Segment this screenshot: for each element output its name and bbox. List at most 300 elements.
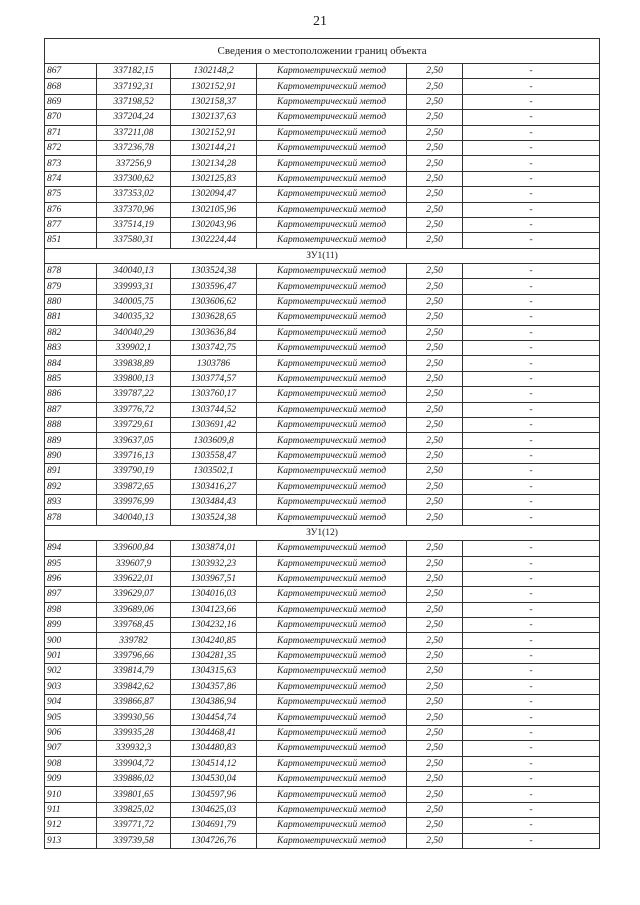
note-cell: -: [463, 618, 600, 633]
point-number-cell: 871: [45, 125, 97, 140]
accuracy-cell: 2,50: [407, 217, 463, 232]
table-row: [45, 417, 600, 432]
method-cell: Картометрический метод: [257, 741, 407, 756]
accuracy-cell: 2,50: [407, 464, 463, 479]
coord-x-cell: 339800,13: [97, 371, 171, 386]
point-number-cell: 894: [45, 541, 97, 556]
table-row: [45, 725, 600, 740]
coord-y-cell: 1303874,01: [171, 541, 257, 556]
note-cell: -: [463, 679, 600, 694]
accuracy-cell: 2,50: [407, 325, 463, 340]
coord-x-cell: 339814,79: [97, 664, 171, 679]
coord-x-cell: 339771,72: [97, 818, 171, 833]
note-cell: -: [463, 756, 600, 771]
point-number-cell: 887: [45, 402, 97, 417]
coord-x-cell: 339787,22: [97, 387, 171, 402]
method-cell: Картометрический метод: [257, 833, 407, 848]
method-cell: Картометрический метод: [257, 125, 407, 140]
point-number-cell: 883: [45, 341, 97, 356]
point-number-cell: 904: [45, 695, 97, 710]
table-row: [45, 402, 600, 417]
point-number-cell: 879: [45, 279, 97, 294]
table-row: [45, 264, 600, 279]
coord-y-cell: 1302043,96: [171, 217, 257, 232]
coord-x-cell: 339782: [97, 633, 171, 648]
table-row: [45, 433, 600, 448]
accuracy-cell: 2,50: [407, 402, 463, 417]
page-number: 21: [313, 14, 327, 29]
point-number-cell: 875: [45, 187, 97, 202]
note-cell: -: [463, 233, 600, 248]
table-row: [45, 833, 600, 848]
coord-x-cell: 339622,01: [97, 571, 171, 586]
note-cell: -: [463, 79, 600, 94]
table-title-row: [45, 39, 600, 64]
coord-x-cell: 339801,65: [97, 787, 171, 802]
accuracy-cell: 2,50: [407, 710, 463, 725]
point-number-cell: 903: [45, 679, 97, 694]
coord-y-cell: 1304240,85: [171, 633, 257, 648]
method-cell: Картометрический метод: [257, 494, 407, 509]
point-number-cell: 878: [45, 264, 97, 279]
point-number-cell: 896: [45, 571, 97, 586]
point-number-cell: 900: [45, 633, 97, 648]
table-row: [45, 279, 600, 294]
method-cell: Картометрический метод: [257, 771, 407, 786]
coord-x-cell: 337198,52: [97, 94, 171, 109]
coord-x-cell: 339902,1: [97, 341, 171, 356]
note-cell: -: [463, 510, 600, 525]
accuracy-cell: 2,50: [407, 771, 463, 786]
note-cell: -: [463, 140, 600, 155]
table-row: [45, 494, 600, 509]
coord-y-cell: 1303558,47: [171, 448, 257, 463]
coord-y-cell: 1304514,12: [171, 756, 257, 771]
coord-x-cell: 339790,19: [97, 464, 171, 479]
method-cell: Картометрический метод: [257, 618, 407, 633]
coord-y-cell: 1302105,96: [171, 202, 257, 217]
method-cell: Картометрический метод: [257, 602, 407, 617]
coord-y-cell: 1302144,21: [171, 140, 257, 155]
point-number-cell: 899: [45, 618, 97, 633]
note-cell: -: [463, 433, 600, 448]
point-number-cell: 889: [45, 433, 97, 448]
table-row: [45, 125, 600, 140]
coord-y-cell: 1302094,47: [171, 187, 257, 202]
accuracy-cell: 2,50: [407, 556, 463, 571]
table-row: [45, 787, 600, 802]
note-cell: -: [463, 387, 600, 402]
coord-y-cell: 1304454,74: [171, 710, 257, 725]
coord-x-cell: 339629,07: [97, 587, 171, 602]
note-cell: -: [463, 571, 600, 586]
table-row: [45, 633, 600, 648]
coord-y-cell: 1303484,43: [171, 494, 257, 509]
accuracy-cell: 2,50: [407, 587, 463, 602]
coord-x-cell: 339796,66: [97, 648, 171, 663]
coord-y-cell: 1302137,63: [171, 110, 257, 125]
point-number-cell: 909: [45, 771, 97, 786]
point-number-cell: 886: [45, 387, 97, 402]
coord-y-cell: 1303628,65: [171, 310, 257, 325]
note-cell: -: [463, 448, 600, 463]
coord-y-cell: 1303744,52: [171, 402, 257, 417]
method-cell: Картометрический метод: [257, 233, 407, 248]
point-number-cell: 885: [45, 371, 97, 386]
accuracy-cell: 2,50: [407, 833, 463, 848]
note-cell: -: [463, 648, 600, 663]
accuracy-cell: 2,50: [407, 618, 463, 633]
method-cell: Картометрический метод: [257, 341, 407, 356]
coord-x-cell: 337256,9: [97, 156, 171, 171]
coord-x-cell: 339904,72: [97, 756, 171, 771]
point-number-cell: 893: [45, 494, 97, 509]
accuracy-cell: 2,50: [407, 802, 463, 817]
coord-x-cell: 339825,02: [97, 802, 171, 817]
method-cell: Картометрический метод: [257, 556, 407, 571]
point-number-cell: 868: [45, 79, 97, 94]
point-number-cell: 882: [45, 325, 97, 340]
accuracy-cell: 2,50: [407, 695, 463, 710]
note-cell: -: [463, 356, 600, 371]
note-cell: -: [463, 94, 600, 109]
method-cell: Картометрический метод: [257, 64, 407, 79]
table-row: [45, 710, 600, 725]
accuracy-cell: 2,50: [407, 818, 463, 833]
coord-x-cell: 339689,06: [97, 602, 171, 617]
method-cell: Картометрический метод: [257, 633, 407, 648]
note-cell: -: [463, 171, 600, 186]
method-cell: Картометрический метод: [257, 464, 407, 479]
table-row: [45, 79, 600, 94]
table-row: [45, 541, 600, 556]
table-row: [45, 387, 600, 402]
note-cell: -: [463, 187, 600, 202]
coord-x-cell: 339935,28: [97, 725, 171, 740]
point-number-cell: 870: [45, 110, 97, 125]
coord-y-cell: 1302158,37: [171, 94, 257, 109]
accuracy-cell: 2,50: [407, 356, 463, 371]
coord-y-cell: 1303502,1: [171, 464, 257, 479]
table-title: Сведения о местоположении границ объекта: [45, 39, 600, 64]
accuracy-cell: 2,50: [407, 310, 463, 325]
point-number-cell: 878: [45, 510, 97, 525]
coord-y-cell: 1304386,94: [171, 695, 257, 710]
section-label: ЗУ1(11): [45, 248, 600, 263]
note-cell: -: [463, 633, 600, 648]
table-row: [45, 310, 600, 325]
section-header-row: [45, 525, 600, 540]
note-cell: -: [463, 710, 600, 725]
accuracy-cell: 2,50: [407, 494, 463, 509]
point-number-cell: 907: [45, 741, 97, 756]
note-cell: -: [463, 818, 600, 833]
table-row: [45, 479, 600, 494]
coord-y-cell: 1304232,16: [171, 618, 257, 633]
point-number-cell: 873: [45, 156, 97, 171]
method-cell: Картометрический метод: [257, 448, 407, 463]
accuracy-cell: 2,50: [407, 294, 463, 309]
table-row: [45, 618, 600, 633]
coord-y-cell: 1303932,23: [171, 556, 257, 571]
method-cell: Картометрический метод: [257, 541, 407, 556]
accuracy-cell: 2,50: [407, 171, 463, 186]
coord-x-cell: 337370,96: [97, 202, 171, 217]
note-cell: -: [463, 341, 600, 356]
accuracy-cell: 2,50: [407, 264, 463, 279]
method-cell: Картометрический метод: [257, 571, 407, 586]
accuracy-cell: 2,50: [407, 787, 463, 802]
coord-x-cell: 339872,65: [97, 479, 171, 494]
coord-y-cell: 1303609,8: [171, 433, 257, 448]
accuracy-cell: 2,50: [407, 648, 463, 663]
table-row: [45, 371, 600, 386]
method-cell: Картометрический метод: [257, 264, 407, 279]
point-number-cell: 890: [45, 448, 97, 463]
coord-x-cell: 337580,31: [97, 233, 171, 248]
method-cell: Картометрический метод: [257, 695, 407, 710]
coord-y-cell: 1304123,66: [171, 602, 257, 617]
table-row: [45, 94, 600, 109]
note-cell: -: [463, 294, 600, 309]
coord-x-cell: 339600,84: [97, 541, 171, 556]
table-row: [45, 664, 600, 679]
coord-x-cell: 337204,24: [97, 110, 171, 125]
section-header-row: [45, 248, 600, 263]
accuracy-cell: 2,50: [407, 125, 463, 140]
accuracy-cell: 2,50: [407, 110, 463, 125]
coord-x-cell: 339729,61: [97, 417, 171, 432]
coord-x-cell: 339930,56: [97, 710, 171, 725]
coord-x-cell: 339866,87: [97, 695, 171, 710]
point-number-cell: 876: [45, 202, 97, 217]
method-cell: Картометрический метод: [257, 156, 407, 171]
note-cell: -: [463, 156, 600, 171]
table-row: [45, 448, 600, 463]
coord-x-cell: 339607,9: [97, 556, 171, 571]
coord-y-cell: 1303786: [171, 356, 257, 371]
point-number-cell: 895: [45, 556, 97, 571]
point-number-cell: 869: [45, 94, 97, 109]
table-row: [45, 587, 600, 602]
note-cell: -: [463, 417, 600, 432]
coord-y-cell: 1302224,44: [171, 233, 257, 248]
accuracy-cell: 2,50: [407, 725, 463, 740]
coord-x-cell: 339932,3: [97, 741, 171, 756]
accuracy-cell: 2,50: [407, 510, 463, 525]
method-cell: Картометрический метод: [257, 279, 407, 294]
coord-y-cell: 1303691,42: [171, 417, 257, 432]
note-cell: -: [463, 125, 600, 140]
method-cell: Картометрический метод: [257, 587, 407, 602]
note-cell: -: [463, 264, 600, 279]
table-row: [45, 140, 600, 155]
coord-x-cell: 339886,02: [97, 771, 171, 786]
coord-y-cell: 1303967,51: [171, 571, 257, 586]
note-cell: -: [463, 556, 600, 571]
accuracy-cell: 2,50: [407, 94, 463, 109]
accuracy-cell: 2,50: [407, 417, 463, 432]
coord-y-cell: 1303416,27: [171, 479, 257, 494]
coord-y-cell: 1303636,84: [171, 325, 257, 340]
coord-y-cell: 1302152,91: [171, 79, 257, 94]
point-number-cell: 910: [45, 787, 97, 802]
coord-y-cell: 1302152,91: [171, 125, 257, 140]
coord-y-cell: 1303524,38: [171, 510, 257, 525]
method-cell: Картометрический метод: [257, 217, 407, 232]
table-row: [45, 156, 600, 171]
method-cell: Картометрический метод: [257, 756, 407, 771]
accuracy-cell: 2,50: [407, 79, 463, 94]
accuracy-cell: 2,50: [407, 741, 463, 756]
coord-y-cell: 1304357,86: [171, 679, 257, 694]
accuracy-cell: 2,50: [407, 756, 463, 771]
coord-x-cell: 340040,29: [97, 325, 171, 340]
table-row: [45, 110, 600, 125]
coord-y-cell: 1304480,83: [171, 741, 257, 756]
accuracy-cell: 2,50: [407, 64, 463, 79]
point-number-cell: 906: [45, 725, 97, 740]
note-cell: -: [463, 64, 600, 79]
method-cell: Картометрический метод: [257, 648, 407, 663]
table-row: [45, 294, 600, 309]
note-cell: -: [463, 464, 600, 479]
point-number-cell: 911: [45, 802, 97, 817]
coord-x-cell: 339842,62: [97, 679, 171, 694]
point-number-cell: 912: [45, 818, 97, 833]
note-cell: -: [463, 695, 600, 710]
coord-x-cell: 337211,08: [97, 125, 171, 140]
point-number-cell: 884: [45, 356, 97, 371]
table-row: [45, 818, 600, 833]
note-cell: -: [463, 310, 600, 325]
method-cell: Картометрический метод: [257, 387, 407, 402]
coord-y-cell: 1302148,2: [171, 64, 257, 79]
coord-x-cell: 339776,72: [97, 402, 171, 417]
method-cell: Картометрический метод: [257, 402, 407, 417]
table-row: [45, 679, 600, 694]
method-cell: Картометрический метод: [257, 787, 407, 802]
method-cell: Картометрический метод: [257, 679, 407, 694]
coord-x-cell: 337182,15: [97, 64, 171, 79]
coord-x-cell: 339993,31: [97, 279, 171, 294]
method-cell: Картометрический метод: [257, 802, 407, 817]
note-cell: -: [463, 741, 600, 756]
note-cell: -: [463, 371, 600, 386]
coord-x-cell: 337192,31: [97, 79, 171, 94]
coord-y-cell: 1303742,75: [171, 341, 257, 356]
coord-x-cell: 340040,13: [97, 264, 171, 279]
table-row: [45, 217, 600, 232]
note-cell: -: [463, 325, 600, 340]
coord-y-cell: 1303774,57: [171, 371, 257, 386]
table-row: [45, 648, 600, 663]
method-cell: Картометрический метод: [257, 417, 407, 432]
method-cell: Картометрический метод: [257, 94, 407, 109]
point-number-cell: 905: [45, 710, 97, 725]
method-cell: Картометрический метод: [257, 356, 407, 371]
accuracy-cell: 2,50: [407, 448, 463, 463]
table-row: [45, 602, 600, 617]
note-cell: -: [463, 402, 600, 417]
point-number-cell: 874: [45, 171, 97, 186]
method-cell: Картометрический метод: [257, 433, 407, 448]
point-number-cell: 913: [45, 833, 97, 848]
coord-y-cell: 1304597,96: [171, 787, 257, 802]
table-row: [45, 356, 600, 371]
note-cell: -: [463, 279, 600, 294]
coord-x-cell: 339739,58: [97, 833, 171, 848]
point-number-cell: 897: [45, 587, 97, 602]
table-row: [45, 571, 600, 586]
note-cell: -: [463, 664, 600, 679]
coord-y-cell: 1303524,38: [171, 264, 257, 279]
point-number-cell: 898: [45, 602, 97, 617]
coord-x-cell: 337514,19: [97, 217, 171, 232]
note-cell: -: [463, 602, 600, 617]
table-row: [45, 556, 600, 571]
coord-x-cell: 340040,13: [97, 510, 171, 525]
section-label: ЗУ1(12): [45, 525, 600, 540]
table-row: [45, 233, 600, 248]
note-cell: -: [463, 833, 600, 848]
table-row: [45, 695, 600, 710]
table-row: [45, 464, 600, 479]
coord-y-cell: 1303606,62: [171, 294, 257, 309]
coord-y-cell: 1303596,47: [171, 279, 257, 294]
accuracy-cell: 2,50: [407, 541, 463, 556]
table-row: [45, 64, 600, 79]
method-cell: Картометрический метод: [257, 310, 407, 325]
method-cell: Картометрический метод: [257, 710, 407, 725]
point-number-cell: 872: [45, 140, 97, 155]
note-cell: -: [463, 110, 600, 125]
coord-y-cell: 1304625,03: [171, 802, 257, 817]
coord-x-cell: 339716,13: [97, 448, 171, 463]
coord-y-cell: 1304530,04: [171, 771, 257, 786]
table-row: [45, 202, 600, 217]
method-cell: Картометрический метод: [257, 140, 407, 155]
point-number-cell: 892: [45, 479, 97, 494]
coord-y-cell: 1304315,63: [171, 664, 257, 679]
method-cell: Картометрический метод: [257, 510, 407, 525]
point-number-cell: 877: [45, 217, 97, 232]
coord-x-cell: 339838,89: [97, 356, 171, 371]
coord-y-cell: 1304468,41: [171, 725, 257, 740]
accuracy-cell: 2,50: [407, 140, 463, 155]
accuracy-cell: 2,50: [407, 202, 463, 217]
table-row: [45, 802, 600, 817]
method-cell: Картометрический метод: [257, 187, 407, 202]
note-cell: -: [463, 494, 600, 509]
accuracy-cell: 2,50: [407, 679, 463, 694]
note-cell: -: [463, 587, 600, 602]
accuracy-cell: 2,50: [407, 187, 463, 202]
method-cell: Картометрический метод: [257, 664, 407, 679]
table-row: [45, 741, 600, 756]
method-cell: Картометрический метод: [257, 479, 407, 494]
point-number-cell: 867: [45, 64, 97, 79]
table-row: [45, 341, 600, 356]
coord-x-cell: 340035,32: [97, 310, 171, 325]
coord-y-cell: 1303760,17: [171, 387, 257, 402]
coord-x-cell: 337300,62: [97, 171, 171, 186]
coord-y-cell: 1302134,28: [171, 156, 257, 171]
point-number-cell: 901: [45, 648, 97, 663]
coord-x-cell: 339976,99: [97, 494, 171, 509]
note-cell: -: [463, 725, 600, 740]
table-row: [45, 771, 600, 786]
